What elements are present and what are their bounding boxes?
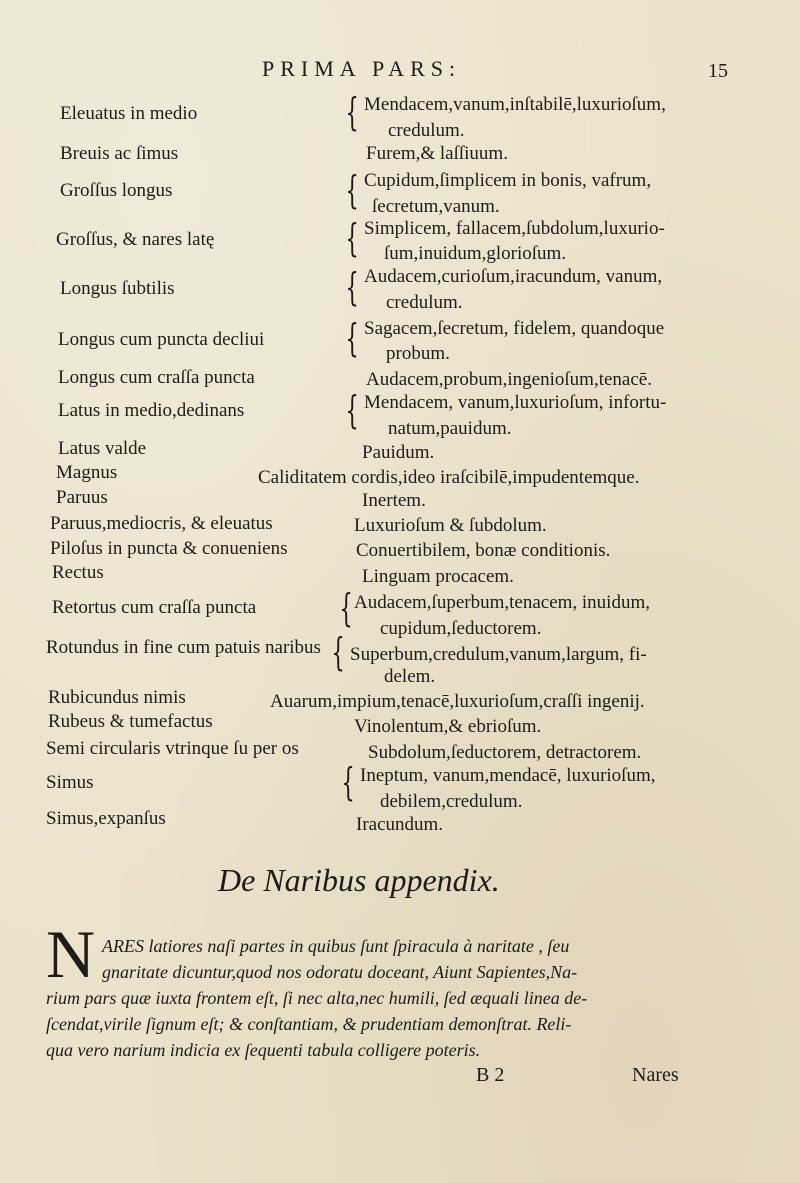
catchword: Nares: [632, 1064, 679, 1086]
entry-left: Longus cum puncta decliui: [58, 329, 265, 350]
entry-left: Piloſus in puncta & conueniens: [50, 538, 288, 559]
entry-right: Pauidum.: [362, 442, 435, 463]
entry-left: Rubicundus nimis: [48, 687, 186, 708]
entry-right: debilem,credulum.: [380, 791, 523, 812]
entry-right: Luxurioſum & ſubdolum.: [354, 515, 547, 536]
entry-left: Paruus: [56, 487, 108, 508]
brace-icon: {: [345, 316, 359, 360]
appendix-title: De Naribus appendix.: [218, 862, 500, 898]
brace-icon: {: [345, 90, 359, 134]
entry-right: Subdolum,ſeductorem, detractorem.: [368, 742, 642, 763]
signature-mark: B 2: [476, 1064, 505, 1086]
entry-right: natum,pauidum.: [388, 418, 512, 439]
entry-right: Auarum,impium,tenacē,luxurioſum,craſſi ingenij.: [270, 691, 645, 712]
paragraph-line: qua vero narium indicia ex ſequenti tabula colligere poteris.: [46, 1040, 481, 1060]
drop-cap: N: [46, 916, 96, 992]
entry-left: Paruus,mediocris, & eleuatus: [50, 513, 273, 534]
entry-right: Iracundum.: [356, 814, 444, 835]
entry-left: Groſſus longus: [60, 180, 173, 201]
entry-right: Audacem,curioſum,iracundum, vanum,: [364, 266, 663, 287]
entry-left: Longus cum craſſa puncta: [58, 367, 255, 388]
entry-left: Rectus: [52, 562, 104, 583]
entry-left: Rubeus & tumefactus: [48, 711, 213, 732]
entry-left: Simus: [46, 772, 94, 793]
brace-icon: {: [341, 760, 355, 804]
entry-right: cupidum,ſeductorem.: [380, 618, 542, 639]
entry-right: Audacem,ſuperbum,tenacem, inuidum,: [354, 592, 650, 613]
page-number: 15: [708, 60, 728, 82]
paragraph-line: ARES latiores naſi partes in quibus ſunt ſpiracula à naritate , ſeu: [102, 936, 570, 956]
brace-icon: {: [339, 586, 353, 630]
entry-right: Cupidum,ſimplicem in bonis, vafrum,: [364, 170, 652, 191]
entry-right: Inertem.: [362, 490, 426, 511]
paragraph-line: gnaritate dicuntur,quod nos odoratu doceant, Aiunt Sapientes,Na-: [102, 962, 578, 982]
entry-right: Simplicem, fallacem,ſubdolum,luxurio-: [364, 218, 665, 239]
paragraph-line: rium pars quæ iuxta frontem eſt, ſi nec alta,nec humili, ſed æquali linea de-: [46, 988, 588, 1008]
entry-left: Latus valde: [58, 438, 147, 459]
entry-right: Vinolentum,& ebrioſum.: [354, 716, 542, 737]
entry-left: Longus ſubtilis: [60, 278, 175, 299]
brace-icon: {: [331, 630, 345, 674]
entry-right: Mendacem, vanum,luxurioſum, infortu-: [364, 392, 667, 413]
entry-right: probum.: [386, 343, 450, 364]
entry-left: Retortus cum craſſa puncta: [52, 597, 257, 618]
entry-right: credulum.: [388, 120, 465, 141]
entry-right: Ineptum, vanum,mendacē, luxurioſum,: [360, 765, 656, 786]
paragraph-line: ſcendat,virile ſignum eſt; & conſtantiam, & prudentiam demonſtrat. Reli-: [46, 1014, 572, 1034]
brace-icon: {: [345, 265, 359, 309]
running-title: PRIMA PARS:: [262, 56, 462, 81]
entry-left: Simus,expanſus: [46, 808, 166, 829]
entry-left: Latus in medio,dedinans: [58, 400, 245, 421]
entry-right: Superbum,credulum,vanum,largum, fi-: [350, 644, 647, 665]
brace-icon: {: [345, 168, 359, 212]
entry-right: Linguam procacem.: [362, 566, 514, 587]
entry-right: Caliditatem cordis,ideo iraſcibilē,impudentemque.: [258, 467, 640, 488]
entry-right: ſecretum,vanum.: [372, 196, 500, 217]
entry-right: Sagacem,ſecretum, fidelem, quandoque: [364, 318, 665, 339]
entry-left: Groſſus, & nares latę: [56, 229, 215, 250]
entry-right: Furem,& laſſiuum.: [366, 143, 508, 164]
entry-left: Semi circularis vtrinque ſu per os: [46, 738, 299, 759]
entry-right: delem.: [384, 666, 436, 687]
entry-right: ſum,inuidum,glorioſum.: [384, 243, 567, 264]
entry-left: Magnus: [56, 462, 118, 483]
entry-left: Eleuatus in medio: [60, 103, 198, 124]
brace-icon: {: [345, 388, 359, 432]
brace-icon: {: [345, 216, 359, 260]
entry-left: Rotundus in fine cum patuis naribus: [46, 637, 321, 658]
entry-right: Mendacem,vanum,inſtabilē,luxurioſum,: [364, 94, 666, 115]
entry-right: Conuertibilem, bonæ conditionis.: [356, 540, 611, 561]
entry-left: Breuis ac ſimus: [60, 143, 179, 164]
entry-right: Audacem,probum,ingenioſum,tenacē.: [366, 369, 652, 390]
entry-right: credulum.: [386, 292, 463, 313]
